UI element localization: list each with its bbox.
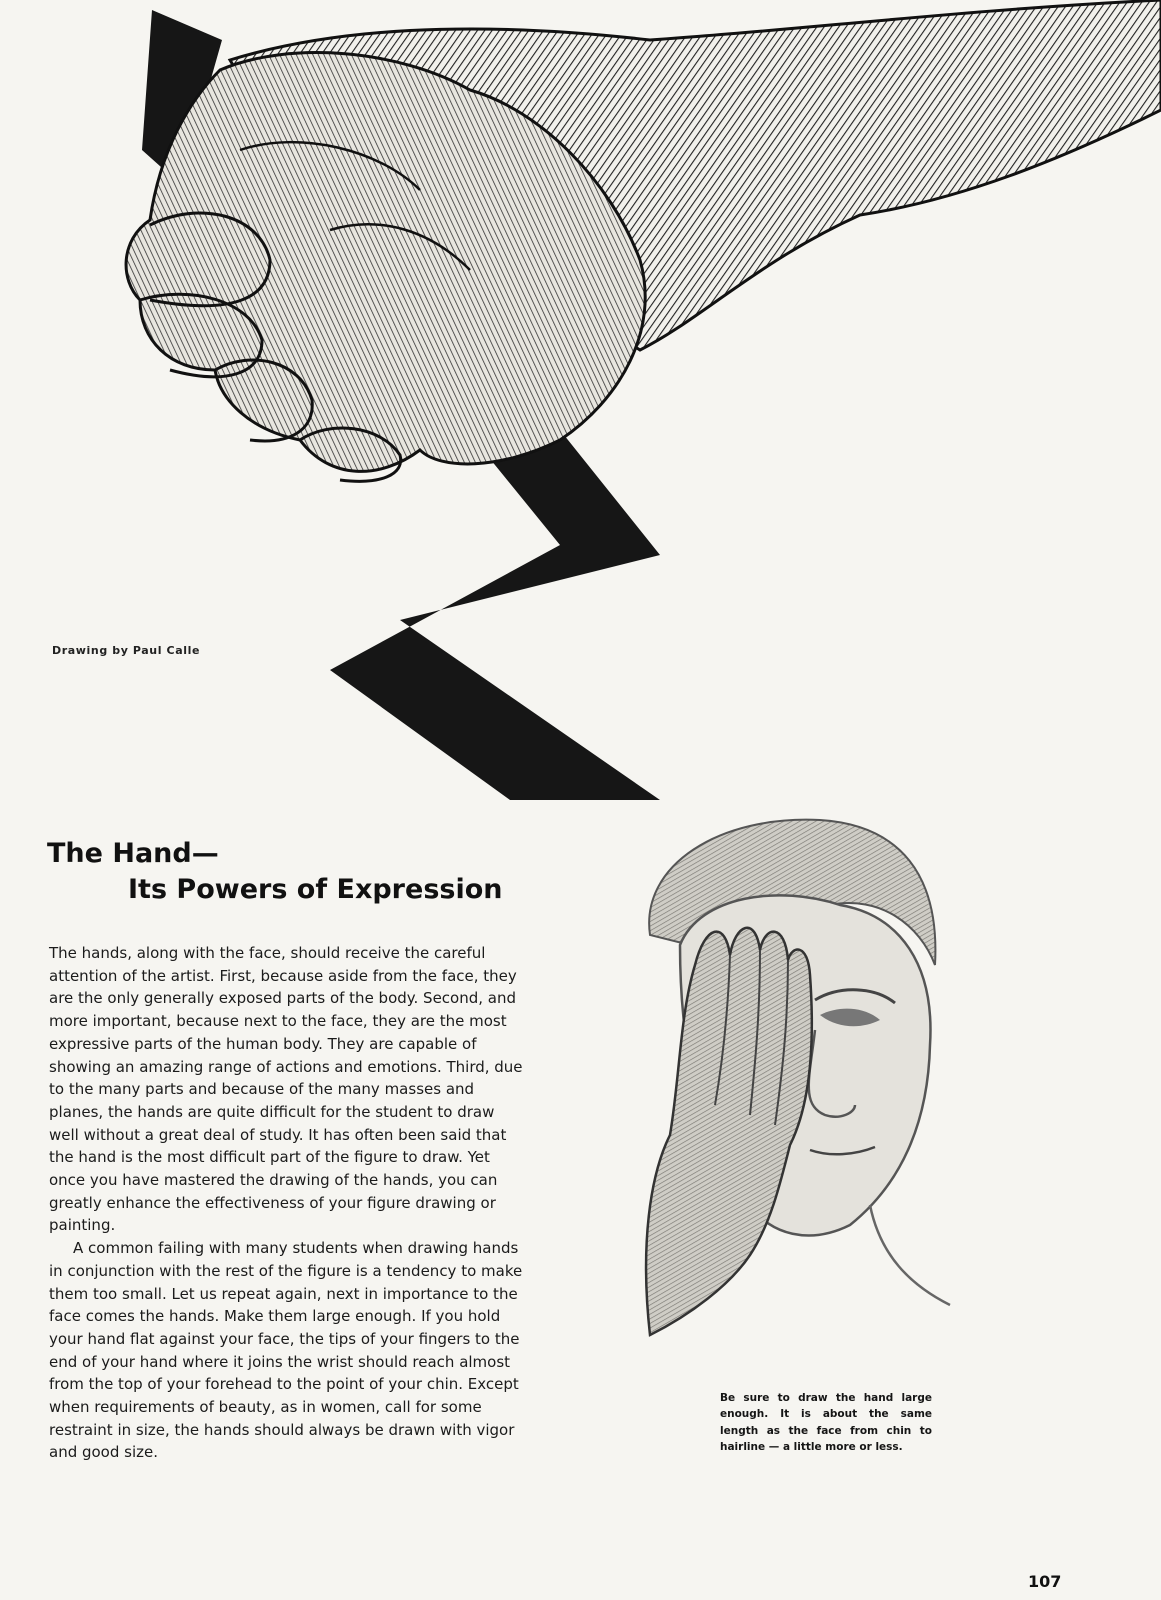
- body-paragraph-1: The hands, along with the face, should receive the careful attention of the artist. First, because aside from the face, they are the only generally exposed parts of the body. Second, and more important, because next to the face, they are the most expressive parts of the human body. They are capable of showing an amazing range of actions and emotions. Third, due to the many parts and because of the many masses and planes, the hands are quite difficult for the student to draw well without a great deal of study. It has often been said that the hand is the most difficult part of the figure to draw. Yet once you have mastered the drawing of the hands, you can greatly enhance the effectiveness of your figure drawing or painting.: [49, 944, 523, 1235]
- face-hand-illustration: [610, 815, 980, 1375]
- illustration-credit: Drawing by Paul Calle: [52, 644, 201, 657]
- title-line-1: The Hand—: [47, 838, 219, 869]
- title-line-2: Its Powers of Expression: [128, 874, 503, 905]
- illustration-caption: Be sure to draw the hand large enough. It is about the same length as the face from chin to hairline — a little more or less.: [720, 1391, 932, 1453]
- page-title: [47, 836, 502, 908]
- page-number: 107: [1028, 1572, 1062, 1591]
- article-body: [49, 942, 527, 1464]
- body-paragraph-2: A common failing with many students when drawing hands in conjunction with the rest of the figure is a tendency to make them too small. Let us repeat again, next in importance to the face comes the hands. Make them large enough. If you hold your hand flat against your face, the tips of your fingers to the end of your hand where it joins the wrist should reach almost from the top of your forehead to the point of your chin. Except when requirements of beauty, as in women, call for some restraint in size, the hands should always be drawn with vigor and good size.: [49, 1239, 523, 1462]
